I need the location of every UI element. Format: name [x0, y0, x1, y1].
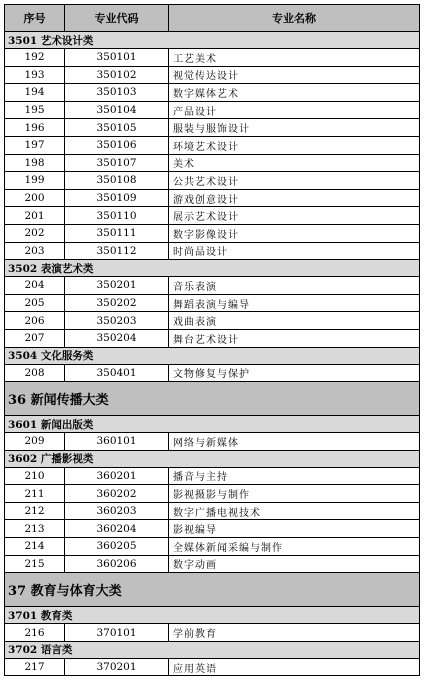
- row-serial-number: 210: [5, 468, 65, 485]
- row-serial-number: 205: [5, 295, 65, 312]
- row-major-name: 播音与主持: [173, 472, 228, 484]
- row-serial-number: 200: [5, 190, 65, 207]
- row-serial-number: 216: [5, 624, 65, 641]
- table-row: [4, 659, 420, 677]
- row-major-name: 环境艺术设计: [173, 141, 239, 153]
- subcategory-label: 3601 新闻出版类: [8, 418, 94, 431]
- row-major-code: 360203: [65, 503, 169, 520]
- row-major-name: 网络与新媒体: [173, 437, 239, 449]
- table-row: [4, 155, 420, 173]
- row-major-code: 350204: [65, 330, 169, 347]
- row-major-code: 360101: [65, 433, 169, 450]
- row-major-code: 350401: [65, 365, 169, 382]
- subcategory-row: [4, 451, 420, 468]
- row-major-name: 数字影像设计: [173, 229, 239, 241]
- row-serial-number: 207: [5, 330, 65, 347]
- row-major-name: 影视编导: [173, 525, 217, 537]
- category-label: 37 教育与体育大类: [8, 584, 122, 600]
- row-major-name: 数字广播电视技术: [173, 507, 261, 519]
- row-serial-number: 197: [5, 137, 65, 154]
- table-row: [4, 433, 420, 451]
- major-catalog-table: [4, 4, 420, 676]
- row-major-code: 360205: [65, 538, 169, 555]
- table-row: [4, 556, 420, 574]
- header-major-code: 专业代码: [65, 5, 169, 31]
- row-major-code: 350112: [65, 243, 169, 260]
- table-row: [4, 225, 420, 243]
- subcategory-row: [4, 32, 420, 49]
- subcategory-label: 3504 文化服务类: [8, 350, 94, 362]
- row-major-code: 350110: [65, 207, 169, 224]
- row-major-name: 应用英语: [173, 663, 217, 675]
- row-serial-number: 208: [5, 365, 65, 382]
- table-row: [4, 172, 420, 190]
- subcategory-label: 3602 广播影视类: [8, 453, 94, 466]
- row-major-name: 游戏创意设计: [173, 194, 239, 206]
- row-major-name: 公共艺术设计: [173, 176, 239, 188]
- row-major-code: 350203: [65, 312, 169, 329]
- row-serial-number: 206: [5, 312, 65, 329]
- row-major-code: 360202: [65, 485, 169, 502]
- row-major-code: 350108: [65, 172, 169, 189]
- row-major-code: 370101: [65, 624, 169, 641]
- table-row: [4, 243, 420, 261]
- row-major-name: 数字动画: [173, 560, 217, 572]
- row-serial-number: 213: [5, 520, 65, 537]
- category-row: [4, 573, 420, 607]
- subcategory-row: [4, 416, 420, 433]
- table-row: [4, 538, 420, 556]
- row-major-code: 350105: [65, 119, 169, 136]
- row-serial-number: 198: [5, 155, 65, 172]
- row-serial-number: 217: [5, 659, 65, 676]
- subcategory-label: 3702 语言类: [8, 644, 73, 657]
- table-row: [4, 295, 420, 313]
- table-row: [4, 330, 420, 348]
- row-serial-number: 193: [5, 67, 65, 84]
- table-row: [4, 520, 420, 538]
- row-major-code: 350106: [65, 137, 169, 154]
- row-major-name: 美术: [173, 159, 195, 171]
- row-major-code: 350101: [65, 49, 169, 66]
- row-serial-number: 203: [5, 243, 65, 260]
- row-serial-number: 214: [5, 538, 65, 555]
- category-label: 36 新闻传播大类: [8, 393, 109, 409]
- row-serial-number: 201: [5, 207, 65, 224]
- subcategory-label: 3701 教育类: [8, 609, 73, 622]
- row-major-code: 360204: [65, 520, 169, 537]
- table-row: [4, 207, 420, 225]
- row-major-name: 影视摄影与制作: [173, 490, 250, 502]
- row-major-code: 360206: [65, 556, 169, 573]
- table-row: [4, 49, 420, 67]
- row-major-name: 工艺美术: [173, 53, 217, 65]
- row-major-name: 服装与服饰设计: [173, 124, 250, 136]
- row-major-name: 文物修复与保护: [173, 369, 250, 381]
- subcategory-row: [4, 642, 420, 659]
- subcategory-row: [4, 348, 420, 365]
- row-major-code: 350103: [65, 84, 169, 101]
- row-major-name: 时尚品设计: [173, 247, 228, 259]
- table-row: [4, 365, 420, 383]
- subcategory-row: [4, 607, 420, 624]
- table-header: [4, 4, 420, 32]
- table-row: [4, 119, 420, 137]
- row-serial-number: 204: [5, 277, 65, 294]
- table-row: [4, 102, 420, 120]
- row-serial-number: 195: [5, 102, 65, 119]
- row-major-code: 350107: [65, 155, 169, 172]
- header-serial-number: 序号: [5, 5, 65, 31]
- table-row: [4, 190, 420, 208]
- row-serial-number: 199: [5, 172, 65, 189]
- table-row: [4, 624, 420, 642]
- row-major-code: 350104: [65, 102, 169, 119]
- row-serial-number: 215: [5, 556, 65, 573]
- row-major-name: 产品设计: [173, 106, 217, 118]
- row-major-name: 戏曲表演: [173, 317, 217, 329]
- table-row: [4, 468, 420, 486]
- subcategory-label: 3501 艺术设计类: [8, 34, 94, 47]
- subcategory-label: 3502 表演艺术类: [8, 262, 94, 275]
- row-serial-number: 212: [5, 503, 65, 520]
- row-major-code: 350201: [65, 277, 169, 294]
- row-serial-number: 211: [5, 485, 65, 502]
- category-row: [4, 382, 420, 416]
- table-row: [4, 485, 420, 503]
- row-major-name: 音乐表演: [173, 281, 217, 293]
- row-major-name: 学前教育: [173, 629, 217, 641]
- table-row: [4, 67, 420, 85]
- row-major-code: 350202: [65, 295, 169, 312]
- row-serial-number: 209: [5, 433, 65, 450]
- row-major-name: 展示艺术设计: [173, 212, 239, 224]
- table-row: [4, 137, 420, 155]
- row-serial-number: 202: [5, 225, 65, 242]
- row-serial-number: 192: [5, 49, 65, 66]
- row-major-code: 350111: [65, 225, 169, 242]
- row-major-name: 数字媒体艺术: [173, 88, 239, 100]
- subcategory-row: [4, 260, 420, 277]
- header-major-name: 专业名称: [272, 12, 316, 25]
- table-row: [4, 503, 420, 521]
- row-serial-number: 194: [5, 84, 65, 101]
- table-row: [4, 277, 420, 295]
- row-major-name: 全媒体新闻采编与制作: [173, 542, 283, 554]
- row-major-name: 舞蹈表演与编导: [173, 299, 250, 311]
- row-major-name: 舞台艺术设计: [173, 334, 239, 346]
- row-major-code: 350109: [65, 190, 169, 207]
- table-body: [4, 32, 420, 676]
- row-major-name: 视觉传达设计: [173, 71, 239, 83]
- table-row: [4, 84, 420, 102]
- row-major-code: 370201: [65, 659, 169, 676]
- table-row: [4, 312, 420, 330]
- row-serial-number: 196: [5, 119, 65, 136]
- row-major-code: 350102: [65, 67, 169, 84]
- row-major-code: 360201: [65, 468, 169, 485]
